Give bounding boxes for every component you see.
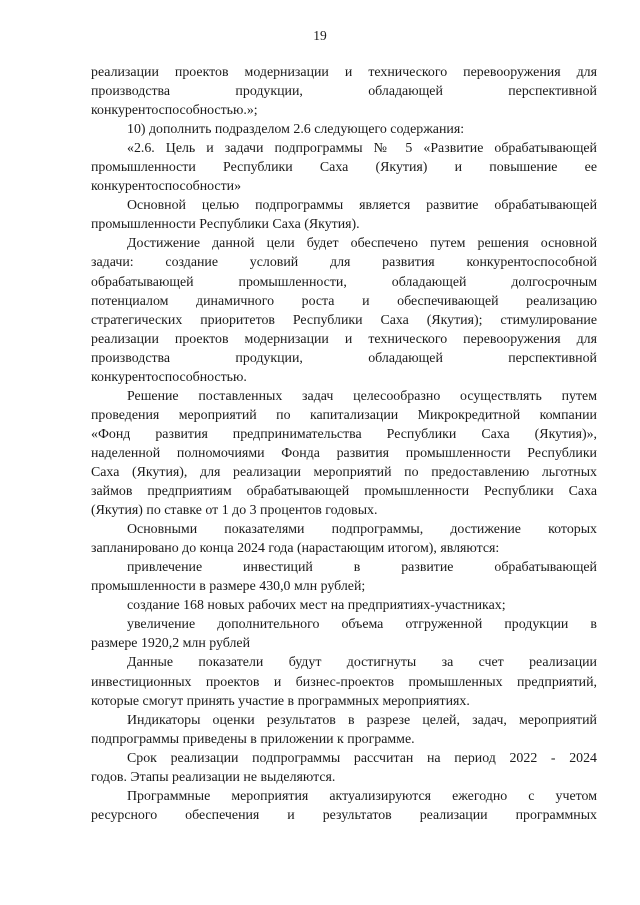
text-line: производства продукции, обладающей перспективной bbox=[91, 350, 597, 366]
text-line: Данные показатели будут достигнуты за счет реализации bbox=[127, 655, 597, 671]
text-line: «2.6. Цель и задачи подпрограммы № 5 «Развитие обрабатывающей bbox=[127, 141, 597, 157]
text-line: Достижение данной цели будет обеспечено путем решения основной bbox=[127, 236, 597, 252]
page-number: 19 bbox=[313, 28, 327, 43]
text-line: конкурентоспособностью. bbox=[91, 369, 247, 385]
text-line: «Фонд развития предпринимательства Республики Саха (Якутия)», bbox=[91, 426, 597, 442]
text-line: ресурсного обеспечения и результатов реализации программных bbox=[91, 807, 597, 823]
text-line: задачи: создание условий для развития конкурентоспособной bbox=[91, 255, 597, 271]
text-line: размере 1920,2 млн рублей bbox=[91, 636, 251, 652]
text-line: инвестиционных проектов и бизнес-проектов промышленных предприятий, bbox=[91, 674, 597, 690]
text-line: проведения мероприятий по капитализации Микрокредитной компании bbox=[91, 407, 597, 423]
text-line: потенциалом динамичного роста и обеспечивающей реализацию bbox=[91, 293, 597, 309]
text-line: создание 168 новых рабочих мест на предприятиях-участниках; bbox=[127, 598, 506, 614]
text-line: Саха (Якутия), для реализации мероприятий по предоставлению льготных bbox=[91, 464, 597, 480]
text-line: конкурентоспособностью.»; bbox=[91, 103, 258, 119]
text-line: промышленности Республики Саха (Якутия) и повышение ее bbox=[91, 160, 597, 176]
text-line: Срок реализации подпрограммы рассчитан на период 2022 - 2024 bbox=[127, 750, 597, 766]
text-line: увеличение дополнительного объема отгруженной продукции в bbox=[127, 617, 597, 633]
text-line: подпрограммы приведены в приложении к программе. bbox=[91, 731, 415, 747]
text-line: Основными показателями подпрограммы, достижение которых bbox=[127, 522, 597, 538]
text-line: наделенной полномочиями Фонда развития промышленности Республики bbox=[91, 445, 597, 461]
document-body bbox=[91, 63, 597, 825]
text-line: (Якутия) по ставке от 1 до 3 процентов годовых. bbox=[91, 503, 378, 519]
text-line: реализации проектов модернизации и технического перевооружения для bbox=[91, 65, 597, 80]
text-line: Программные мероприятия актуализируются ежегодно с учетом bbox=[127, 788, 597, 804]
text-line: Основной целью подпрограммы является развитие обрабатывающей bbox=[127, 198, 597, 214]
text-line: промышленности Республики Саха (Якутия). bbox=[91, 217, 360, 233]
text-line: годов. Этапы реализации не выделяются. bbox=[91, 769, 336, 785]
text-line: запланировано до конца 2024 года (нарастающим итогом), являются: bbox=[91, 541, 500, 557]
text-line: стратегических приоритетов Республики Саха (Якутия); стимулирование bbox=[91, 312, 597, 328]
text-line: реализации проектов модернизации и технического перевооружения для bbox=[91, 331, 597, 347]
text-line: промышленности в размере 430,0 млн рублей; bbox=[91, 579, 366, 595]
text-line: займов предприятиям обрабатывающей промышленности Республики Саха bbox=[91, 484, 597, 500]
text-line: 10) дополнить подразделом 2.6 следующего содержания: bbox=[127, 122, 465, 138]
text-line: привлечение инвестиций в развитие обрабатывающей bbox=[127, 560, 597, 576]
text-line: Решение поставленных задач целесообразно осуществлять путем bbox=[127, 388, 597, 404]
text-line: Индикаторы оценки результатов в разрезе целей, задач, мероприятий bbox=[127, 712, 597, 728]
text-line: производства продукции, обладающей перспективной bbox=[91, 84, 597, 100]
text-line: которые смогут принять участие в программных мероприятиях. bbox=[91, 693, 470, 709]
text-line: обрабатывающей промышленности, обладающей долгосрочным bbox=[91, 274, 597, 290]
text-line: конкурентоспособности» bbox=[91, 179, 242, 195]
